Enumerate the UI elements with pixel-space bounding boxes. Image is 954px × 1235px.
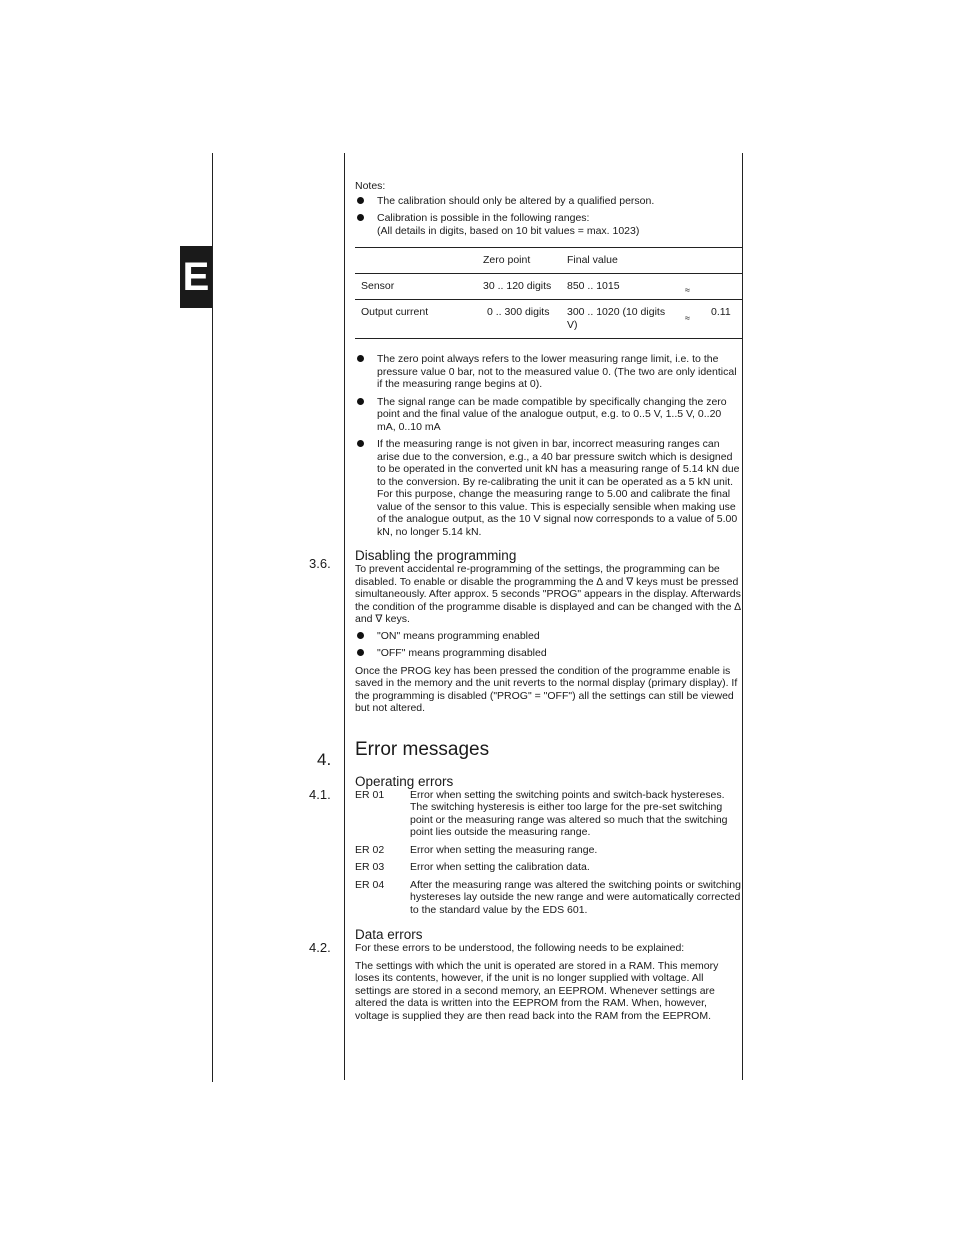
section-number-4: 4. [317,750,332,769]
list-item: The calibration should only be altered by a qualified person. [355,195,742,208]
left-margin-line [212,153,213,1082]
list-item: "ON" means programming enabled [355,630,742,643]
section-number-4-1: 4.1. [309,787,331,802]
list-item [355,789,742,839]
error-description: After the measuring range was altered the switching points or switching hystereses lay outside the new range and were automatically corrected to the standard value by the EDS 601. [410,878,741,916]
section-title-4-2: Data errors [355,927,423,942]
list-item [355,879,742,917]
error-code: ER 03 [355,861,385,873]
row-label: Output current [361,306,429,318]
extra-value: 0.11 [711,306,731,318]
number-column-line [344,153,345,1080]
column-header-final: Final value [567,254,618,266]
list-item: Calibration is possible in the following ranges: (All details in digits, based on 10 bit values = max. 1023) [355,212,742,237]
approx-symbol: ≈ [685,285,690,295]
list-item [355,861,742,874]
list-item: "OFF" means programming disabled [355,647,742,660]
notes-list [355,195,742,238]
section-title-4: Error messages [355,738,490,760]
approx-symbol: ≈ [685,313,690,323]
final-cell: 300 .. 1020 (10 digits V) [567,306,666,331]
paragraph: To prevent accidental re-programming of the settings, the programming can be disabled. To enable or disable the programming the ∆ and ∇ keys must be pressed simultaneously. After approx. 5 seconds "PROG" appears in the display. Afterwards the condition of the programme disable is displayed and can be changed with the ∆ and ∇ keys. [355,563,741,625]
table-header-row [355,248,742,274]
section-number-4-2: 4.2. [309,940,331,955]
table-row [355,274,742,300]
zero-cell: 0 .. 300 digits [487,306,550,318]
section-number-3-6: 3.6. [309,556,331,571]
section-title-3-6: Disabling the programming [355,548,517,563]
table-row [355,300,742,339]
section-title-4-1: Operating errors [355,773,454,789]
list-item: If the measuring range is not given in bar, incorrect measuring ranges can arise due to the conversion, e.g., a 40 bar pressure switch which is designed to be operated in the converted unit kN has a measuring range of 5.14 kN due to the conversion. By re-calibrating the unit it can be operated as a 5 kN unit. For this purpose, change the measuring range to 5.00 and calibrate the final value of the sensor to this value. This is especially sensible when making use of the analogue output, as the 10 V signal now corresponds to a value of 5.00 kN, no longer 5.14 kN. [355,438,742,538]
final-cell: 850 .. 1015 [567,280,620,292]
programming-state-list [355,630,742,660]
page-content [355,180,742,1022]
notes-heading: Notes: [355,180,386,192]
right-margin-line [742,153,743,1080]
error-description: Error when setting the switching points and switch-back hystereses. The switching hysteresis is either too large for the pre-set switching point or the measuring range was altered so much that the switching point lies outside the measuring range. [410,788,728,838]
paragraph: Once the PROG key has been pressed the condition of the programme enable is saved in the memory and the unit reverts to the normal display (primary display). If the programming is disabled ("PROG" = "OFF") all the settings can still be viewed but not altered. [355,664,738,714]
list-item: The signal range can be made compatible by specifically changing the zero point and the final value of the analogue output, e.g. to 0..5 V, 1..5 V, 0..20 mA, 0..10 mA [355,396,742,434]
list-item [355,844,742,857]
calibration-note: (All details in digits, based on 10 bit values = max. 1023) [377,224,640,237]
paragraph: For these errors to be understood, the following needs to be explained: [355,942,685,954]
language-tab: E [180,246,212,308]
error-code: ER 02 [355,843,385,856]
error-code: ER 01 [355,788,385,801]
column-header-zero: Zero point [483,254,531,266]
error-description: Error when setting the calibration data. [410,861,590,873]
list-item: The zero point always refers to the lower measuring range limit, i.e. to the pressure value 0 bar, not to the measured value 0. (The two are only identical if the measuring range begins at 0). [355,353,742,391]
error-description: Error when setting the measuring range. [410,843,598,856]
error-list [355,789,742,917]
paragraph: The settings with which the unit is operated are stored in a RAM. This memory loses its contents, however, if the unit is no longer supplied with voltage. All settings are stored in a second memory, an EEPROM. Whenever settings are altered the data is written into the EEPROM from the RAM. When, however, voltage is supplied they are then read back into the RAM from the EEPROM. [355,959,719,1022]
error-code: ER 04 [355,878,385,891]
zero-cell: 30 .. 120 digits [483,280,552,292]
calibration-notes-list [355,353,742,538]
calibration-table [355,247,742,339]
row-label: Sensor [361,280,395,292]
